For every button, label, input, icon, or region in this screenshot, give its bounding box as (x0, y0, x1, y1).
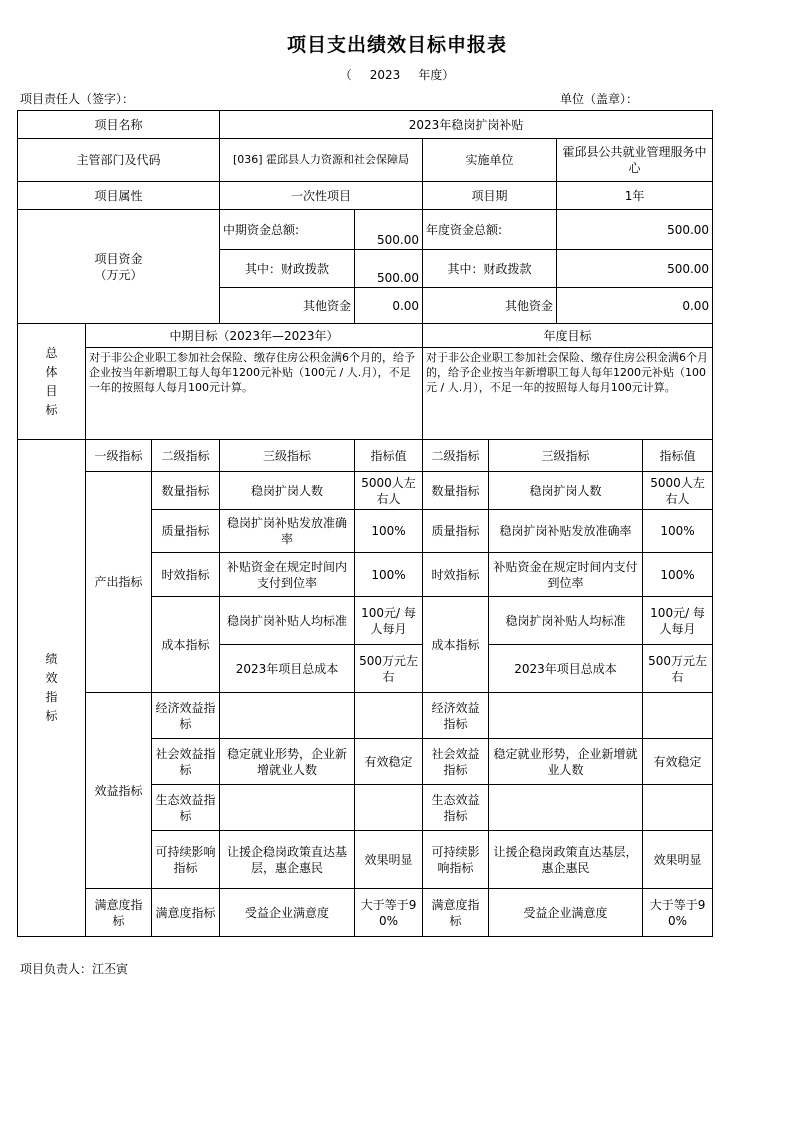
attr-value: 一次性项目 (220, 182, 423, 210)
sustainable-yr-value: 效果明显 (643, 831, 713, 889)
row-project-name (18, 111, 713, 139)
quantity-mid-l3: 稳岗扩岗人数 (220, 472, 355, 510)
economic-mid-l3 (220, 693, 355, 739)
mid-other: 0.00 (355, 288, 423, 324)
fund-label-2: （万元） (94, 267, 143, 282)
timeliness-yr-l3: 补贴资金在规定时间内支付到位率 (489, 553, 643, 597)
social-l2: 社会效益指标 (152, 739, 220, 785)
economic-yr-l3 (489, 693, 643, 739)
quantity-yr-value: 5000人左右人 (643, 472, 713, 510)
dept-value: [036] 霍邱县人力资源和社会保障局 (220, 139, 423, 182)
satisfaction-mid-value: 大于等于90% (355, 889, 423, 937)
year-other: 0.00 (557, 288, 713, 324)
hdr-level2: 二级指标 (152, 440, 220, 472)
fund-label (18, 210, 220, 324)
hdr-level1: 一级指标 (86, 440, 152, 472)
responsible-label: 项目责任人（签字）： (20, 92, 135, 106)
impl-value: 霍邱县公共就业管理服务中心 (557, 139, 713, 182)
mid-fiscal-label: 其中：财政拨款 (220, 250, 355, 288)
cost-mid-l3b: 2023年项目总成本 (220, 645, 355, 693)
year-line (0, 66, 794, 83)
period-label: 项目期 (423, 182, 557, 210)
mid-goal-header: 中期目标（2023年—2023年） (86, 324, 423, 348)
cost-yr-l3b: 2023年项目总成本 (489, 645, 643, 693)
year-value: 2023 (369, 68, 401, 82)
goal-char: 目 (45, 383, 58, 398)
ecological-yr-l3 (489, 785, 643, 831)
application-table (17, 110, 713, 937)
mid-total: 500.00 (355, 210, 423, 250)
row-dept (18, 139, 713, 182)
social-yr-l3: 稳定就业形势，企业新增就业人数 (489, 739, 643, 785)
benefit-indicator-label: 效益指标 (86, 693, 152, 889)
satisfaction-l2: 满意度指标 (152, 889, 220, 937)
fund-label-1: 项目资金 (94, 251, 143, 266)
sustainable-mid-l3: 让援企稳岗政策直达基层，惠企惠民 (220, 831, 355, 889)
goal-char: 总 (45, 345, 58, 360)
year-goal-text: 对于非公企业职工参加社会保险、缴存住房公积金满6个月的，给予企业按当年新增职工每人每年1200元补贴（100元 / 人.月），不足一年的按照每人每月100元计算。 (423, 348, 713, 440)
perf-char: 绩 (45, 652, 58, 666)
economic-l2: 经济效益指标 (152, 693, 220, 739)
unit-label: 单位（盖章）： (560, 92, 639, 106)
year-open: （ (339, 68, 352, 82)
project-leader: 项目负责人：江丕寅 (20, 962, 129, 976)
timeliness-l2: 时效指标 (152, 553, 220, 597)
ecological-mid-value (355, 785, 423, 831)
quality-yr-l3: 稳岗扩岗补贴发放准确率 (489, 510, 643, 553)
sustainable-l2-year: 可持续影响指标 (423, 831, 489, 889)
cost-l2-year: 成本指标 (423, 597, 489, 693)
dept-label: 主管部门及代码 (18, 139, 220, 182)
row-goal-header (18, 324, 713, 348)
cost-mid-value-a: 100元/ 每人每月 (355, 597, 423, 645)
timeliness-l2-year: 时效指标 (423, 553, 489, 597)
sustainable-yr-l3: 让援企稳岗政策直达基层，惠企惠民 (489, 831, 643, 889)
satisfaction-yr-l3: 受益企业满意度 (489, 889, 643, 937)
year-goal-header: 年度目标 (423, 324, 713, 348)
social-yr-value: 有效稳定 (643, 739, 713, 785)
row-goal-text (18, 348, 713, 440)
row-satisfaction (18, 889, 713, 937)
timeliness-yr-value: 100% (643, 553, 713, 597)
cost-mid-l3a: 稳岗扩岗补贴人均标准 (220, 597, 355, 645)
perf-char: 指 (45, 690, 58, 704)
goal-char: 体 (45, 364, 58, 379)
cost-mid-value-b: 500万元左右 (355, 645, 423, 693)
hdr-value-year: 指标值 (643, 440, 713, 472)
social-l2-year: 社会效益指标 (423, 739, 489, 785)
attr-label: 项目属性 (18, 182, 220, 210)
satisfaction-yr-value: 大于等于90% (643, 889, 713, 937)
mid-goal-text: 对于非公企业职工参加社会保险、缴存住房公积金满6个月的，给予企业按当年新增职工每人每年1200元补贴（100元 / 人.月），不足一年的按照每人每月100元计算。 (86, 348, 423, 440)
quality-yr-value: 100% (643, 510, 713, 553)
year-total: 500.00 (557, 210, 713, 250)
quality-l2: 质量指标 (152, 510, 220, 553)
year-close: 年度） (418, 68, 455, 82)
quality-mid-l3: 稳岗扩岗补贴发放准确率 (220, 510, 355, 553)
year-fiscal-label: 其中：财政拨款 (423, 250, 557, 288)
mid-other-label: 其他资金 (220, 288, 355, 324)
hdr-level2-year: 二级指标 (423, 440, 489, 472)
goal-char: 标 (45, 402, 58, 417)
project-name: 2023年稳岗扩岗补贴 (220, 111, 713, 139)
cost-l2: 成本指标 (152, 597, 220, 693)
quantity-yr-l3: 稳岗扩岗人数 (489, 472, 643, 510)
hdr-level3-year: 三级指标 (489, 440, 643, 472)
period-value: 1年 (557, 182, 713, 210)
year-other-label: 其他资金 (423, 288, 557, 324)
economic-l2-year: 经济效益指标 (423, 693, 489, 739)
economic-mid-value (355, 693, 423, 739)
quantity-l2-year: 数量指标 (423, 472, 489, 510)
year-total-label: 年度资金总额: (423, 210, 557, 250)
ecological-l2: 生态效益指标 (152, 785, 220, 831)
timeliness-mid-value: 100% (355, 553, 423, 597)
perf-char: 效 (45, 671, 58, 685)
ecological-yr-value (643, 785, 713, 831)
overall-goal-label (18, 324, 86, 440)
timeliness-mid-l3: 补贴资金在规定时间内支付到位率 (220, 553, 355, 597)
social-mid-l3: 稳定就业形势，企业新增就业人数 (220, 739, 355, 785)
quality-l2-year: 质量指标 (423, 510, 489, 553)
perf-char: 标 (45, 709, 58, 723)
year-fiscal: 500.00 (557, 250, 713, 288)
ecological-l2-year: 生态效益指标 (423, 785, 489, 831)
page-title: 项目支出绩效目标申报表 (286, 34, 507, 56)
cost-yr-l3a: 稳岗扩岗补贴人均标准 (489, 597, 643, 645)
mid-fiscal: 500.00 (355, 250, 423, 288)
ecological-mid-l3 (220, 785, 355, 831)
row-attr (18, 182, 713, 210)
social-mid-value: 有效稳定 (355, 739, 423, 785)
perf-indicator-label (18, 440, 86, 937)
row-fund-total (18, 210, 713, 250)
quantity-l2: 数量指标 (152, 472, 220, 510)
project-name-label: 项目名称 (18, 111, 220, 139)
cost-yr-value-a: 100元/ 每人每月 (643, 597, 713, 645)
hdr-level3: 三级指标 (220, 440, 355, 472)
impl-label: 实施单位 (423, 139, 557, 182)
economic-yr-value (643, 693, 713, 739)
row-quantity (18, 472, 713, 510)
cost-yr-value-b: 500万元左右 (643, 645, 713, 693)
mid-total-label: 中期资金总额: (220, 210, 355, 250)
output-indicator-label: 产出指标 (86, 472, 152, 693)
quantity-mid-value: 5000人左右人 (355, 472, 423, 510)
satisfaction-l2-year: 满意度指标 (423, 889, 489, 937)
sustainable-mid-value: 效果明显 (355, 831, 423, 889)
satisfaction-mid-l3: 受益企业满意度 (220, 889, 355, 937)
row-perf-header (18, 440, 713, 472)
quality-mid-value: 100% (355, 510, 423, 553)
hdr-value: 指标值 (355, 440, 423, 472)
sustainable-l2: 可持续影响指标 (152, 831, 220, 889)
row-economic (18, 693, 713, 739)
satisfaction-l1: 满意度指标 (86, 889, 152, 937)
